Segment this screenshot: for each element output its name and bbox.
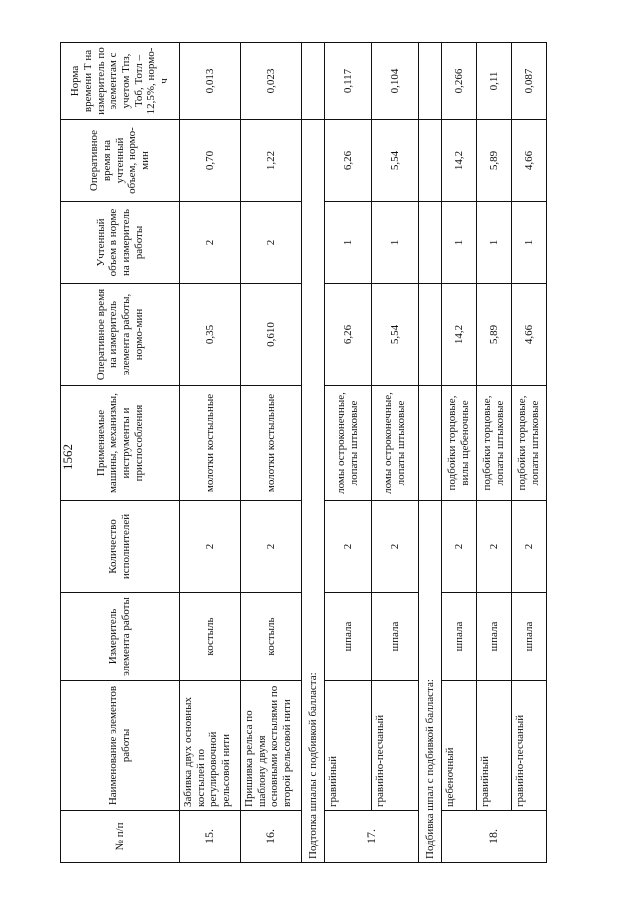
row-name: щебеночный: [442, 681, 477, 811]
table-row: [512, 43, 547, 863]
header-volume: Учтенный объем в норме на измеритель работы: [61, 202, 180, 284]
row-tools: подбойки торцовые, лопаты штыковые: [512, 386, 547, 501]
row-norm: 0,013: [180, 43, 241, 120]
row-tools: подбойки торцовые, лопаты штыковые: [477, 386, 512, 501]
header-workers: Количество исполнителей: [61, 501, 180, 593]
row-workers: 2: [325, 501, 372, 593]
section-label: Подбивка шпал с подбивкой балласта:: [419, 501, 442, 863]
row-norm: 0,104: [372, 43, 419, 120]
row-meter: костыль: [180, 593, 241, 681]
row-tools: ломы остроконечные, лопаты штыковые: [325, 386, 372, 501]
row-workers: 2: [372, 501, 419, 593]
table-row: [325, 43, 372, 863]
row-workers: 2: [442, 501, 477, 593]
row-optime: 5,54: [372, 284, 419, 386]
row-optime-vol: 5,89: [477, 120, 512, 202]
row-optime: 0,35: [180, 284, 241, 386]
row-optime-vol: 0,70: [180, 120, 241, 202]
row-name: гравийно-песчаный: [512, 681, 547, 811]
row-num: 16.: [241, 811, 302, 863]
row-norm: 0,023: [241, 43, 302, 120]
section-label: Подтопка шпалы с подбивкой балласта:: [302, 120, 325, 863]
row-optime-vol: 6,26: [325, 120, 372, 202]
norms-table-container: [60, 43, 541, 863]
group-num: 18.: [442, 811, 547, 863]
row-meter: костыль: [241, 593, 302, 681]
row-optime-vol: 14,2: [442, 120, 477, 202]
table-row: [180, 43, 241, 863]
header-name: Наименование элементов работы: [61, 681, 180, 811]
row-name: гравийно-песчаный: [372, 681, 419, 811]
row-volume: 1: [372, 202, 419, 284]
row-optime-vol: 5,54: [372, 120, 419, 202]
row-volume: 1: [512, 202, 547, 284]
row-name: Пришивка рельса по шаблону двумя основными костылями по второй рельсовой нити: [241, 681, 302, 811]
header-norm: Норма времени Т на измеритель по элементам с учетом Тпз, Тоб, Тотл – 12,5%, нормо-ч: [61, 43, 180, 120]
table-row: [477, 43, 512, 863]
table-row: [442, 43, 477, 863]
section-empty-cell: [419, 43, 442, 120]
row-meter: шпала: [512, 593, 547, 681]
row-norm: 0,117: [325, 43, 372, 120]
row-volume: 1: [442, 202, 477, 284]
row-volume: 1: [325, 202, 372, 284]
row-optime: 0,610: [241, 284, 302, 386]
table-row: [241, 43, 302, 863]
row-meter: шпала: [477, 593, 512, 681]
row-workers: 2: [180, 501, 241, 593]
norms-table: [60, 42, 547, 863]
row-name: гравийный: [477, 681, 512, 811]
row-optime: 6,26: [325, 284, 372, 386]
row-workers: 2: [512, 501, 547, 593]
section-empty-cell: [419, 386, 442, 501]
row-volume: 2: [241, 202, 302, 284]
row-volume: 2: [180, 202, 241, 284]
row-tools: молотки костыльные: [180, 386, 241, 501]
header-num: № п/п: [61, 811, 180, 863]
row-num: 15.: [180, 811, 241, 863]
section-empty-cell: [419, 120, 442, 202]
row-meter: шпала: [372, 593, 419, 681]
row-optime: 4,66: [512, 284, 547, 386]
row-optime: 5,89: [477, 284, 512, 386]
section-row: [419, 43, 442, 863]
header-optime-vol: Оперативное время на учтенный объем, нормо-мин: [61, 120, 180, 202]
row-optime-vol: 4,66: [512, 120, 547, 202]
header-optime: Оперативное время на измеритель элемента работы, нормо-мин: [61, 284, 180, 386]
row-workers: 2: [241, 501, 302, 593]
page-number: 1562: [60, 444, 75, 470]
section-empty-cell: [302, 43, 325, 120]
row-optime: 14,2: [442, 284, 477, 386]
row-norm: 0,266: [442, 43, 477, 120]
section-empty-cell: [419, 202, 442, 284]
table-row: [372, 43, 419, 863]
header-tools: Применяемые машины, механизмы, инструменты и приспособления: [61, 386, 180, 501]
row-norm: 0,087: [512, 43, 547, 120]
row-tools: подбойки торцовые, вилы щебеночные: [442, 386, 477, 501]
header-meter: Измеритель элемента работы: [61, 593, 180, 681]
section-row: [302, 43, 325, 863]
row-norm: 0,11: [477, 43, 512, 120]
row-optime-vol: 1,22: [241, 120, 302, 202]
row-workers: 2: [477, 501, 512, 593]
section-empty-cell: [419, 284, 442, 386]
header-row: [61, 43, 180, 863]
row-meter: шпала: [442, 593, 477, 681]
row-volume: 1: [477, 202, 512, 284]
group-num: 17.: [325, 811, 419, 863]
row-meter: шпала: [325, 593, 372, 681]
row-name: гравийный: [325, 681, 372, 811]
row-name: Забивка двух основных костылей по регулировочной рельсовой нити: [180, 681, 241, 811]
row-tools: молотки костыльные: [241, 386, 302, 501]
row-tools: ломы остроконечные, лопаты штыковые: [372, 386, 419, 501]
